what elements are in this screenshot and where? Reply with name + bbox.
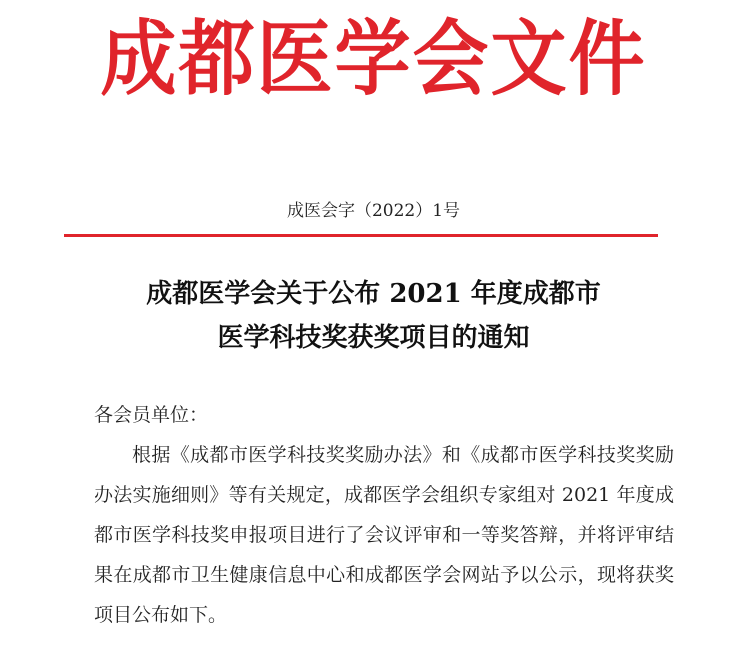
document-masthead: 成都医学会文件 (100, 10, 647, 107)
notice-body (94, 395, 674, 635)
red-divider (64, 234, 658, 237)
notice-title (0, 272, 747, 360)
notice-title-line1: 成都医学会关于公布 2021 年度成都市 (146, 279, 601, 309)
document-number: 成医会字（2022）1号 (286, 201, 461, 221)
body-paragraph: 根据《成都市医学科技奖奖励办法》和《成都市医学科技奖奖励办法实施细则》等有关规定，成都医学会组织专家组对 2021 年度成都市医学科技奖申报项目进行了会议评审和一等奖答辩，并将评审结果在成都市卫生健康信息中心和成都医学会网站予以公示，现将获奖项目公布如下。 (94, 444, 674, 626)
notice-title-line2: 医学科技奖获奖项目的通知 (217, 323, 530, 353)
salutation: 各会员单位： (94, 404, 209, 426)
